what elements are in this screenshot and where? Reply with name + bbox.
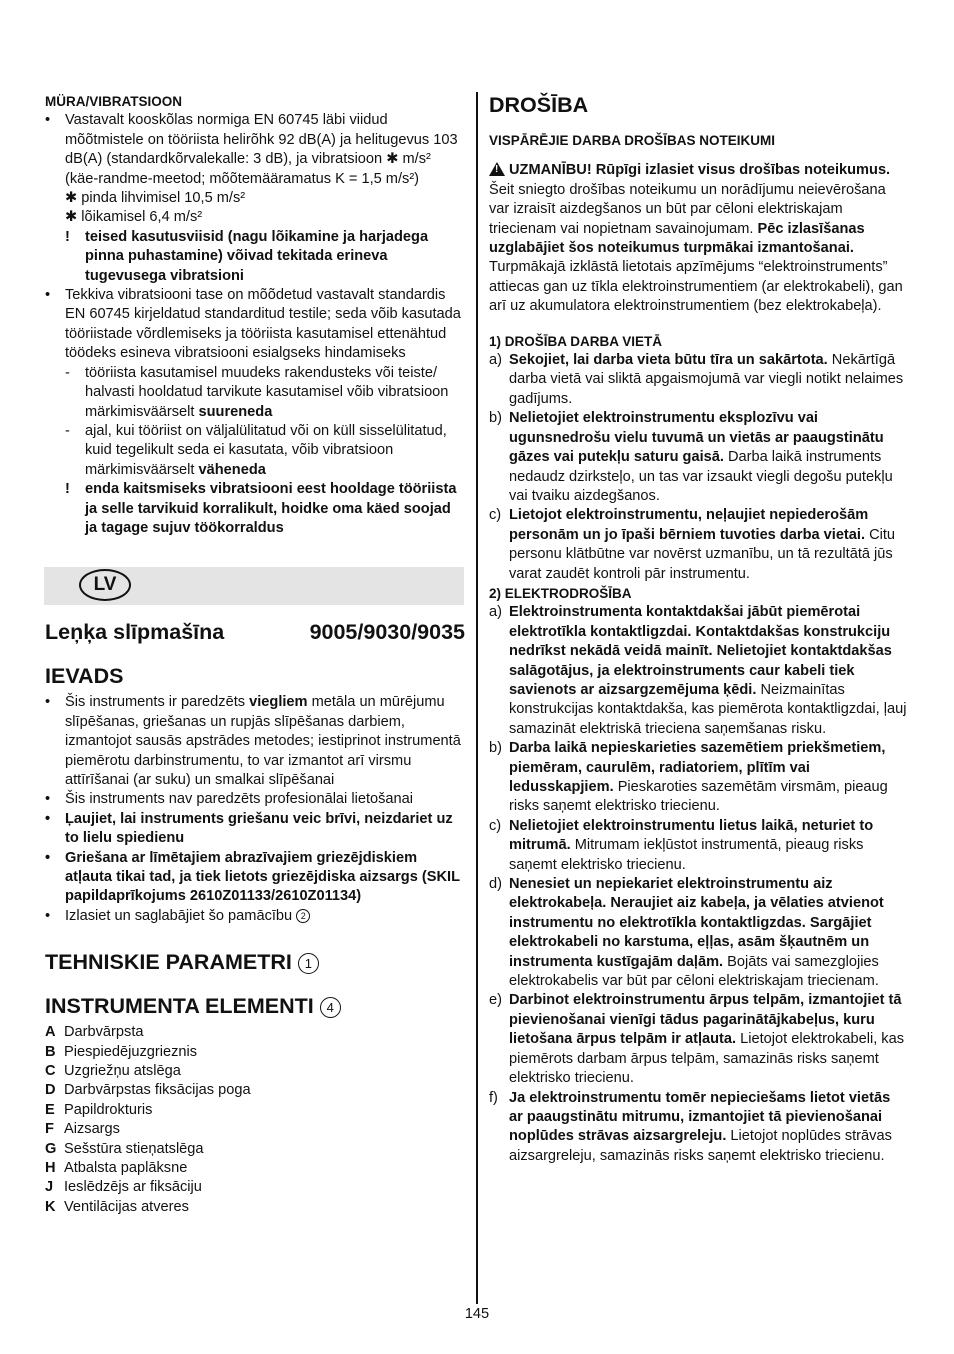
- item-marker: c): [489, 507, 502, 524]
- item-marker: a): [489, 352, 502, 369]
- item-bold-text: Darbinot elektroinstrumentu ārpus telpām, izmantojiet tā pievienošanai vienīgi tādus pagarinātājkabeļus, kuru lietošana ārpus telpām ir atļauta.: [509, 992, 902, 1048]
- part-label: Aizsargs: [64, 1121, 120, 1138]
- part-row: [45, 1120, 465, 1139]
- part-letter: B: [45, 1043, 56, 1060]
- left-column: [45, 92, 465, 1217]
- section-2-head: 2) ELEKTRODROŠĪBA: [489, 585, 632, 601]
- item-bold-text: Nelietojiet elektroinstrumentu lietus laikā, neturiet to mitrumā.: [509, 817, 874, 854]
- part-label: Darbvārpstas fiksācijas poga: [64, 1082, 251, 1099]
- tech-title: TEHNISKIE PARAMETRI 1: [45, 949, 465, 975]
- item-text: Nekārtīgā darba vietā vai sliktā apgaismojumā var viegli notikt nelaimes gadījums.: [509, 352, 904, 407]
- safety-item: [489, 991, 907, 1088]
- item-text: Pieskaroties sazemētām virsmām, pieaug risks saņemt elektrisko triecienu.: [509, 779, 888, 815]
- item-bold-text: Nenesiet un nepiekariet elektroinstrumentu aiz elektrokabeļa. Neraujiet aiz kabeļa, ja vēlaties atvienot instrumentu no elektrotīkla kontaktligzdas. Sargājiet elektrokabeli no karstuma, eļļas, asām šķautnēm un instrumenta kustīgajām daļām.: [509, 876, 884, 970]
- noise-dash-1: - tööriista kasutamisel muudeks rakendusteks või teiste/ halvasti hooldatud tarvikute kasutamisel võib vibratsioon märkimisväärselt suureneda: [65, 364, 449, 420]
- part-label: Atbalsta paplāksne: [64, 1160, 188, 1177]
- safety-item: [489, 506, 907, 584]
- product-models: 9005/9030/9035: [309, 620, 465, 645]
- item-marker: c): [489, 817, 502, 834]
- noise-dash-2: - ajal, kui tööriist on väljalülitatud või on küll sisselülitatud, kuid tegelikult seda ei kasutata, võib vibratsioon märkimisväärselt väheneda: [65, 422, 447, 478]
- noise-title: MÜRA/VIBRATSIOON: [45, 94, 182, 109]
- product-name: Leņķa slīpmašīna: [45, 620, 225, 645]
- product-heading: [45, 619, 465, 645]
- part-row: [45, 1101, 465, 1120]
- safety-item: [489, 739, 907, 817]
- part-letter: C: [45, 1063, 56, 1080]
- figure-ref-2: 2: [296, 909, 310, 923]
- intro-bullet-2: • Šis instruments nav paredzēts profesionālai lietošanai: [45, 790, 465, 809]
- part-row: [45, 1198, 465, 1217]
- noise-bullet-1: • Vastavalt kooskõlas normiga EN 60745 läbi viidud mõõtmistele on tööriista helirõhk 92 dB(A) ja helitugevus 103 dB(A) (standardkõrvalekalle: 3 dB), ja vibratsioon ✱ m/s² (käe-randme-meetod; mõõtemääramatus K = 1,5 m/s²): [45, 111, 465, 189]
- noise-warning-2: ! enda kaitsmiseks vibratsiooni eest hooldage tööriista ja selle tarvikuid korralikult, hoidke oma käed soojad ja tagage sujuv töökorraldus: [65, 481, 457, 536]
- safety-item: [489, 603, 907, 739]
- item-marker: b): [489, 740, 502, 757]
- language-badge: LV: [79, 569, 131, 601]
- item-text: Lietojot elektrokabeli, kas piemērots darbam ārpus telpām, samazinās risks saņemt elektrisko triecienu.: [509, 1031, 905, 1087]
- item-text: Lietojot noplūdes strāvas aizsargreleju, samazinās risks saņemt elektrisko triecienu.: [509, 1128, 892, 1164]
- safety-item: [489, 351, 907, 409]
- intro-bullet-3: • Ļaujiet, lai instruments griešanu veic brīvi, neizdariet uz to lielu spiedienu: [45, 810, 465, 849]
- item-text: Darba laikā instruments nedaudz dzirksteļo, un tas var izsaukt viegli degošu putekļu vai tvaiku aizdegšanos.: [509, 449, 893, 504]
- item-bold-text: Ja elektroinstrumentu tomēr nepieciešams lietot vietās ar paaugstinātu mitrumu, izmantojiet tā pievienošanai noplūdes strāvas aizsargreleju.: [509, 1089, 891, 1145]
- part-letter: E: [45, 1101, 55, 1118]
- safety-title: DROŠĪBA: [489, 93, 589, 117]
- part-letter: F: [45, 1121, 54, 1138]
- right-column: [489, 92, 907, 1166]
- safety-item: [489, 1089, 907, 1167]
- language-bar: [44, 567, 464, 605]
- section-1-head: 1) DROŠĪBA DARBA VIETĀ: [489, 333, 663, 349]
- part-letter: D: [45, 1082, 56, 1099]
- item-bold-text: Lietojot elektroinstrumentu, neļaujiet nepiederošām personām un jo īpaši bērniem tuvoties darba vietai.: [509, 507, 869, 543]
- item-text: Citu personu klātbūtne var novērst uzmanību, un tā rezultātā jūs varat zaudēt kontroli pār instrumentu.: [509, 526, 896, 582]
- part-row: [45, 1081, 465, 1100]
- warning-paragraph: ! UZMANĪBU! Rūpīgi izlasiet visus drošības noteikumus. Šeit sniegto drošības noteikumu un norādījumu neievērošana var izraisīt aizdegšanos un būt par cēloni elektriskajam triecienam vai nopietnam savainojumam. Pēc izlasīšanas uzglabājiet šos noteikumus turpmākai izmantošanai. Turpmākajā izklāstā lietotais apzīmējums “elektroinstruments” attiecas gan uz tīkla elektroinstrumentiem (ar elektrokabeli), gan arī uz akumulatora elektroinstrumentiem (bez elektrokabeļa).: [489, 162, 903, 315]
- figure-ref-4: 4: [320, 997, 341, 1018]
- part-row: [45, 1159, 465, 1178]
- part-letter: H: [45, 1160, 56, 1177]
- item-marker: b): [489, 410, 502, 427]
- parts-list: [45, 1023, 465, 1217]
- warning-icon: !: [489, 162, 505, 176]
- part-row: [45, 1043, 465, 1062]
- part-row: [45, 1178, 465, 1197]
- item-bold-text: Nelietojiet elektroinstrumentu eksplozīvu vai ugunsnedrošu vielu tuvumā un vietās ar paaugstinātu gāzes vai putekļu saturu gaisā.: [509, 410, 884, 466]
- noise-warning-1: ! teised kasutusviisid (nagu lõikamine ja harjadega pinna puhastamine) võivad tekitada erineva tugevusega vibratsioni: [65, 228, 429, 284]
- safety-item: [489, 409, 907, 506]
- column-divider: [476, 92, 478, 1304]
- safety-item: [489, 875, 907, 991]
- section-1-list: [489, 351, 907, 584]
- intro-bullet-5: • Izlasiet un saglabājiet šo pamācību 2: [45, 907, 465, 926]
- part-letter: J: [45, 1179, 54, 1196]
- item-bold-text: Sekojiet, lai darba vieta būtu tīra un sakārtota.: [509, 352, 828, 369]
- noise-bullet-2: • Tekkiva vibratsiooni tase on mõõdetud vastavalt standardis EN 60745 kirjeldatud standarditud testile; seda võib kasutada tööriistade võrdlemiseks ja tööriista kasutamisel ettenähtud töödeks esineva vibratsiooni esialgseks hindamiseks: [45, 286, 465, 364]
- item-marker: d): [489, 876, 502, 893]
- elements-title: INSTRUMENTA ELEMENTI 4: [45, 993, 465, 1019]
- part-label: Darbvārpsta: [64, 1024, 144, 1041]
- noise-star-2: ✱ lõikamisel 6,4 m/s²: [65, 209, 203, 226]
- noise-star-1: ✱ pinda lihvimisel 10,5 m/s²: [65, 190, 246, 207]
- intro-bullet-1: • Šis instruments ir paredzēts viegliem metāla un mūrējumu slīpēšanas, griešanas un rupjās slīpēšanas darbiem, izmantojot sausās apstrādes metodes; iestiprinot instrumentā piemērotu darbinstrumentu, to var izmantot arī virsmu attīrīšanai (ar suku) un smalkai slīpēšanai: [45, 693, 465, 790]
- item-bold-text: Elektroinstrumenta kontaktdakšai jābūt piemērotai elektrotīkla kontaktligzdai. Kontaktdakšas konstrukciju nedrīkst nekādā veidā mainīt. Nelietojiet kontaktdakšas salāgotājus, ja elektroinstruments caur kabeli tiek savienots ar aizsargzemējuma ķēdi.: [509, 604, 892, 698]
- part-label: Ieslēdzējs ar fiksāciju: [64, 1179, 202, 1196]
- part-label: Piespiedējuzgrieznis: [64, 1043, 198, 1060]
- item-marker: e): [489, 992, 502, 1009]
- intro-bullet-4: • Griešana ar līmētajiem abrazīvajiem griezējdiskiem atļauta tikai tad, ja tiek lietots griezējdiska aizsargs (SKIL papildaprīkojums 2610Z01133/2610Z01134): [45, 849, 465, 907]
- part-letter: K: [45, 1198, 56, 1215]
- part-label: Papildrokturis: [64, 1101, 153, 1118]
- item-text: Neizmainītas konstrukcijas kontaktdakša, kas piemērota kontaktligzdai, ļauj samazināt elektriskā trieciena saņemšanas risku.: [509, 681, 907, 737]
- item-text: Mitrumam iekļūstot instrumentā, pieaug risks saņemt elektrisko triecienu.: [509, 837, 864, 873]
- page-number: 145: [464, 1306, 490, 1322]
- intro-title: IEVADS: [45, 664, 124, 689]
- item-marker: a): [489, 604, 502, 621]
- item-text: Bojāts vai samezglojies elektrokabelis var būt par cēloni elektriskajam triecienam.: [509, 953, 879, 990]
- item-bold-text: Darba laikā nepieskarieties sazemētiem priekšmetiem, piemēram, caurulēm, radiatoriem, plītīm vai ledusskapjiem.: [509, 740, 886, 795]
- part-label: Uzgriežņu atslēga: [64, 1063, 181, 1080]
- part-row: [45, 1140, 465, 1159]
- section-2-list: [489, 603, 907, 1166]
- part-letter: G: [45, 1140, 57, 1157]
- part-row: [45, 1062, 465, 1081]
- safety-item: [489, 817, 907, 875]
- figure-ref-1: 1: [298, 953, 319, 974]
- part-letter: A: [45, 1024, 56, 1041]
- part-row: [45, 1023, 465, 1042]
- part-label: Sešstūra stieņatslēga: [64, 1140, 204, 1157]
- part-label: Ventilācijas atveres: [64, 1198, 189, 1215]
- item-marker: f): [489, 1089, 498, 1106]
- general-rules-head: VISPĀRĒJIE DARBA DROŠĪBAS NOTEIKUMI: [489, 133, 776, 148]
